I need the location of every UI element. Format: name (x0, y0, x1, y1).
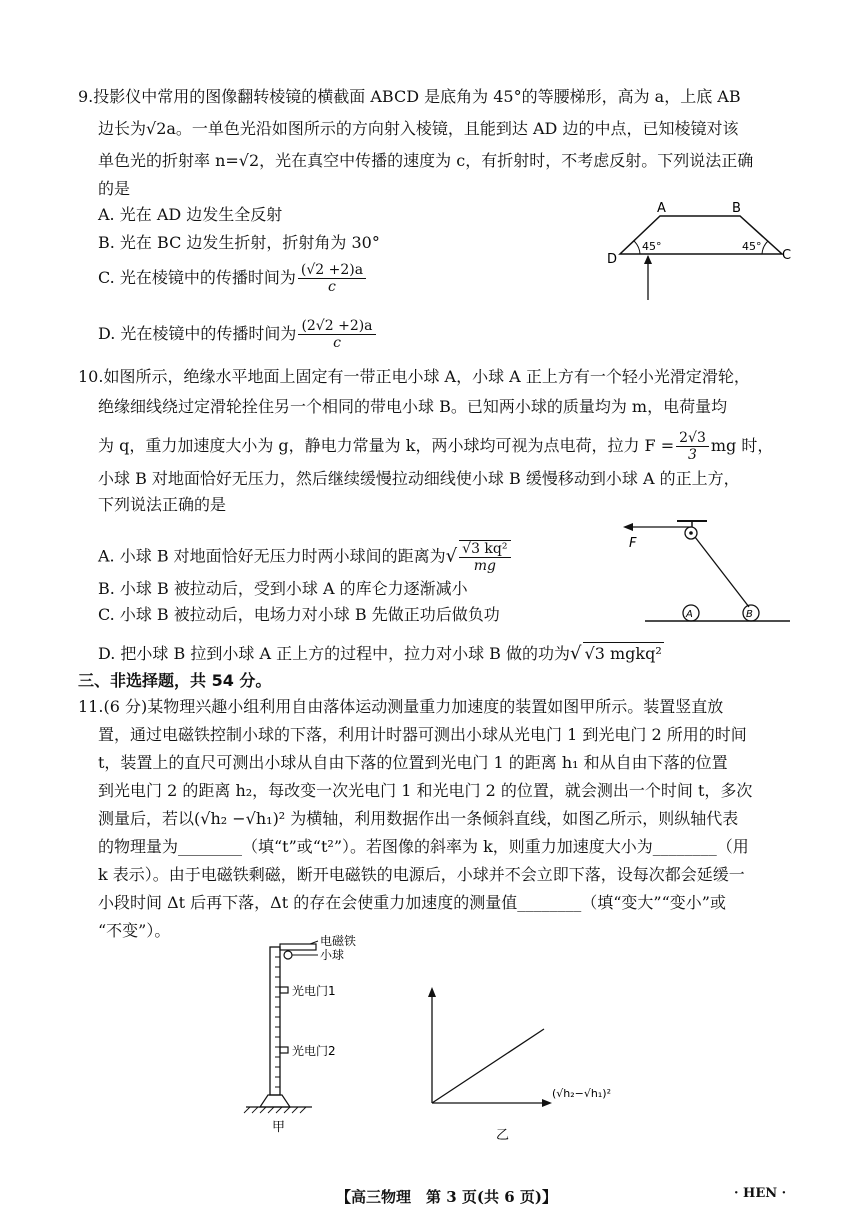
force-arrowhead (623, 523, 633, 531)
photogate-1 (280, 987, 288, 993)
q9-option-a: A. 光在 AD 边发生全反射 (98, 205, 283, 224)
y-axis-arrowhead (428, 987, 436, 997)
q10-option-d-prefix: D. 把小球 B 拉到小球 A 正上方的过程中，拉力对小球 B 做的功为 (98, 644, 571, 663)
q10-option-c: C. 小球 B 被拉动后，电场力对小球 B 先做正功后做负功 (98, 605, 500, 624)
floor-hatching (244, 1107, 306, 1113)
prism-label-a: A (657, 201, 666, 216)
vertical-ruler (270, 947, 280, 1095)
ball-b-label: B (746, 609, 753, 620)
q11-line-2: 置，通过电磁铁控制小球的下落，利用计时器可测出小球从光电门 1 到光电门 2 所用的时间 (98, 725, 747, 744)
q11-line-8: 小段时间 Δt 后再下落，Δt 的存在会使重力加速度的测量值________（填“变大”“变小”或 (98, 893, 726, 912)
string-slant (695, 537, 749, 607)
label-small-ball: 小球 (320, 948, 345, 962)
prism-angle-left: 45° (642, 240, 662, 253)
q9-line-1: 9.投影仪中常用的图像翻转棱镜的横截面 ABCD 是底角为 45°的等腰梯形，高为 a，上底 AB (78, 87, 741, 106)
angle-arc-right (762, 241, 768, 254)
q9-option-c-prefix: C. 光在棱镜中的传播时间为 (98, 268, 296, 287)
q11-graph-figure (420, 985, 660, 1145)
q9-line-3: 单色光的折射率 n=√2，光在真空中传播的速度为 c，有折射时，不考虑反射。下列说法正确 (98, 151, 754, 170)
section-3-title: 三、非选择题，共 54 分。 (78, 671, 272, 690)
q10-line-3-suffix: mg 时， (710, 436, 774, 455)
ball-a-label: A (686, 609, 693, 620)
q9-option-c (98, 262, 368, 295)
caption-jia: 甲 (272, 1120, 286, 1135)
page-footer: 【高三物理 第 3 页(共 6 页)】 (336, 1188, 557, 1206)
q10-option-a-prefix: A. 小球 B 对地面恰好无压力时两小球间的距离为 (98, 546, 446, 566)
q11-line-9: “不变”）。 (98, 921, 171, 940)
q10-line-2: 绝缘细线绕过定滑轮拴住另一个相同的带电小球 B。已知两小球的质量均为 m，电荷量均 (98, 397, 728, 416)
label-photogate-1: 光电门1 (292, 984, 336, 998)
prism-label-d: D (607, 252, 618, 267)
q10-line-1: 10.如图所示，绝缘水平地面上固定有一带正电小球 A，小球 A 正上方有一个轻小光滑定滑轮， (78, 367, 750, 386)
pulley-axle (689, 531, 693, 535)
q10-option-d-sqrt: √3 mgkq² (584, 644, 662, 663)
q9-line-2: 边长为√2a。一单色光沿如图所示的方向射入棱镜，且能到达 AD 边的中点，已知棱镜对该 (98, 119, 739, 138)
q11-apparatus-figure (240, 935, 390, 1135)
prism-angle-right: 45° (742, 240, 762, 253)
q10-option-a-fraction: $\frac{\text{√3 kq²}}{mg}$ (459, 540, 510, 574)
force-label-f: F (629, 536, 637, 551)
q9-option-d-fraction: $\frac{(2√2 +2)a}{c}$ (298, 318, 375, 351)
q11-line-3: t，装置上的直尺可测出小球从自由下落的位置到光电门 1 的距离 h₁ 和从自由下落的位置 (98, 753, 728, 772)
q10-force-fraction: $\frac{2√3}{3}$ (676, 430, 709, 463)
electromagnet (280, 944, 316, 950)
photogate-2 (280, 1047, 288, 1053)
graph-data-line (432, 1029, 544, 1103)
q9-option-b: B. 光在 BC 边发生折射，折射角为 30° (98, 233, 380, 252)
base-stand (260, 1095, 290, 1107)
light-ray-arrowhead (644, 255, 652, 264)
label-photogate-2: 光电门2 (292, 1044, 336, 1058)
ruler-ticks (275, 957, 280, 1087)
small-ball (284, 951, 292, 959)
q10-option-a: A. 小球 B 对地面恰好无压力时两小球间的距离为√ $\frac{\text{√3 kq²}}{mg}$ (98, 540, 513, 574)
prism-label-b: B (732, 201, 741, 216)
q10-line-5: 下列说法正确的是 (98, 495, 227, 514)
q10-option-b: B. 小球 B 被拉动后，受到小球 A 的库仑力逐渐减小 (98, 579, 468, 598)
q10-line-3-prefix: 为 q，重力加速度大小为 g，静电力常量为 k，两小球均可视为点电荷，拉力 F = (98, 436, 675, 455)
angle-arc-left (634, 241, 640, 254)
x-axis-label: (√h₂−√h₁)² (552, 1087, 611, 1100)
q10-line-3 (98, 430, 773, 463)
q11-line-6: 的物理量为________（填“t”或“t²”）。若图像的斜率为 k，则重力加速度大小为________（用 (98, 837, 749, 856)
q9-prism-figure (607, 198, 800, 308)
prism-label-c: C (782, 248, 792, 263)
q10-option-d: D. 把小球 B 拉到小球 A 正上方的过程中，拉力对小球 B 做的功为√ √3 mgkq² (98, 643, 662, 664)
footer-code: · HEN · (734, 1186, 787, 1201)
q9-option-d-prefix: D. 光在棱镜中的传播时间为 (98, 324, 297, 343)
q11-line-7: k 表示）。由于电磁铁剩磁，断开电磁铁的电源后，小球并不会立即下落，设每次都会延缓一 (98, 865, 745, 884)
q9-line-4: 的是 (98, 179, 131, 198)
q9-option-c-fraction: $\frac{(√2 +2)a}{c}$ (298, 262, 366, 295)
q10-line-4: 小球 B 对地面恰好无压力，然后继续缓慢拉动细线使小球 B 缓慢移动到小球 A 的正上方， (98, 469, 740, 488)
label-electromagnet: 电磁铁 (320, 934, 357, 948)
q9-option-d (98, 318, 378, 351)
caption-yi: 乙 (496, 1128, 510, 1143)
x-axis-arrowhead (542, 1099, 552, 1107)
q11-line-5: 测量后，若以(√h₂ −√h₁)² 为横轴，利用数据作出一条倾斜直线，如图乙所示，则纵轴代表 (98, 809, 739, 828)
q10-pulley-figure (615, 515, 800, 630)
q11-line-4: 到光电门 2 的距离 h₂，每改变一次光电门 1 和光电门 2 的位置，就会测出一个时间 t，多次 (98, 781, 753, 800)
q11-line-1: 11.(6 分)某物理兴趣小组利用自由落体运动测量重力加速度的装置如图甲所示。装置竖直放 (78, 697, 724, 716)
